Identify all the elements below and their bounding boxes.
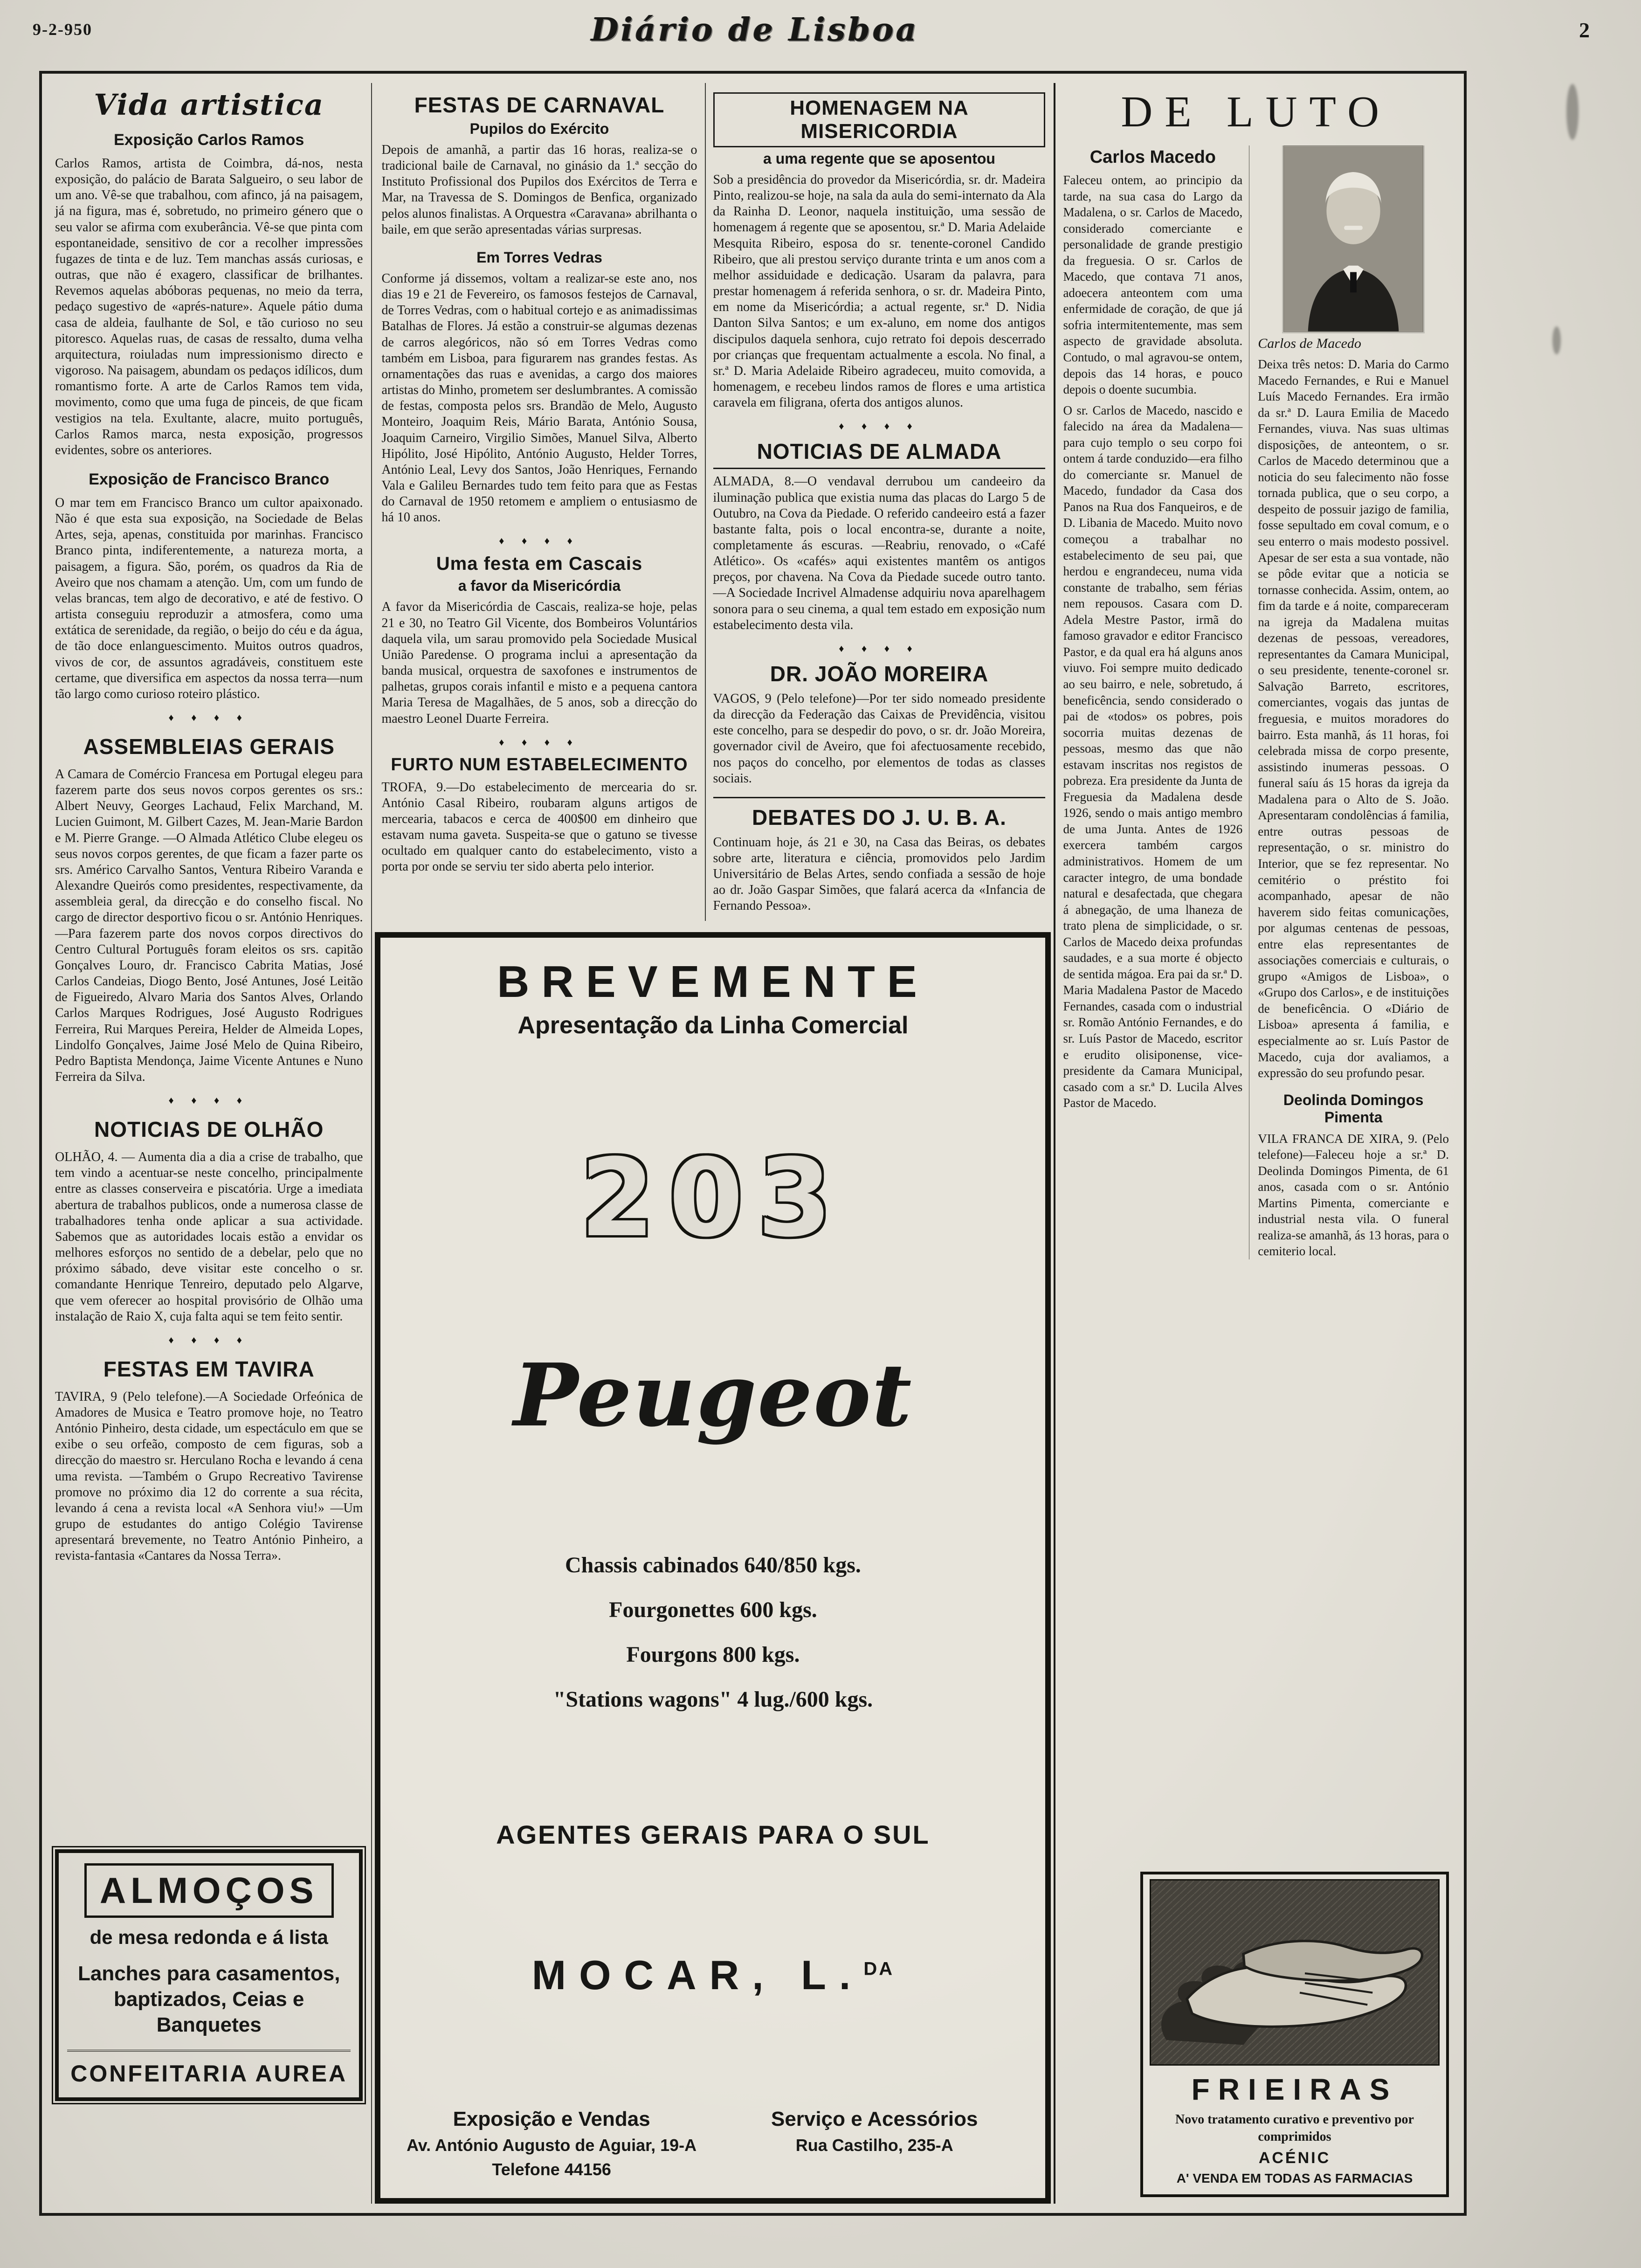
scan-artifact (1552, 326, 1561, 354)
article-heading-festas-carnaval: FESTAS DE CARNAVAL (414, 93, 665, 117)
article-subheading-torres-vedras: Em Torres Vedras (476, 249, 602, 266)
obituary-intro: Faleceu ontem, ao principio da tarde, na sua casa do Largo da Madalena, o sr. Carlos de Macedo, considerado comerciante e personalidade de grande prestigio da freguesia. O sr. Carlos de Macedo, que contava 71 anos, adoecera anteontem com uma enfermidade de coração, de que já sofria intermitentemente, mas sem aspecto de gravidade absoluta. Contudo, o mal agravou-se ontem, depois das 14 horas, e pouco depois o doente sucumbia. (1063, 173, 1243, 397)
almocos-ad-line2: Lanches para casamentos, baptizados, Ceias e Banquetes (77, 1962, 340, 2036)
issue-date: 9-2-950 (33, 20, 92, 39)
frieiras-title: FRIEIRAS (1191, 2073, 1398, 2107)
page-number: 2 (1579, 18, 1590, 42)
article-heading-noticias-olhao: NOTICIAS DE OLHÃO (94, 1117, 324, 1142)
article-body-festas-tavira: TAVIRA, 9 (Pelo telefone).—A Sociedade Orfeónica de Amadores de Musica e Teatro promove hoje, no Teatro António Pinheiro, desta cidade, um espectáculo em que se exibe o seu orfeão, composto de cem figuras, sob a direcção do maestro sr. Herculano Rocha e levando á cena uma revista. —Também o Grupo Recreativo Tavirense promove no próximo dia 12 do corrente a sua récita, levando á cena a revista local «A Senhora viu!» —Um grupo de estudantes do antigo Colégio Tavirense apresentará brevemente, no Teatro António Pinheiro, a revista-fantasia «Cantares da Nossa Terra». (55, 1389, 363, 1563)
article-body-furto: TROFA, 9.—Do estabelecimento de mercearia do sr. António Casal Ribeiro, roubaram alguns artigos de mercearia, tabacos e cerca de 400$00 em dinheiro que estavam numa gaveta. Suspeita-se que o gatuno se tivesse ocultado em qualquer canto do estabelecimento, visto a porta por onde se serviu ter sido aberta pelo interior. (381, 780, 697, 874)
peugeot-contact-service (719, 2108, 1029, 2179)
hands-illustration-graphic (1151, 1881, 1438, 2064)
frieiras-ad (1140, 1872, 1449, 2197)
peugeot-ad-agents: AGENTES GERAIS PARA O SUL (496, 1819, 930, 1849)
section-separator: ♦ ♦ ♦ ♦ (839, 420, 920, 432)
article-body-pupilos: Depois de amanhã, a partir das 16 horas, realiza-se o tradicional baile de Carnaval, no ginásio da 1.ª secção do Instituto Profissional dos Pupilos dos Exércitos de Terra e Mar, na Travessa de S. Domingos de Benfica, organizado pelos alunos finalistas. A Orquestra «Caravana» abrilhanta o baile, em que serão apresentadas várias surpresas. (381, 143, 697, 237)
article-body-homenagem: Sob a presidência do provedor da Misericórdia, sr. dr. Madeira Pinto, realizou-se hoje, na sala da aula do semi-internato da Ala da Rainha D. Leonor, naquela instituição, uma sessão de homenagem á regente que se aposentou, sr.ª D. Maria Adelaide Mesquita Ribeiro, esposa do sr. tenente-coronel Candido Ribeiro, que ali prestou serviço durante trinta e um anos com a melhor assiduidade e dedicação. Usaram da palavra, para prestar homenagem á referida senhora, o sr. dr. Madeira Pinto, em nome da Misericórdia; a actual regente, sr.ª D. Nidia Danton Silva Santos; e um ex-aluno, em nome dos antigos discipulos daquela senhora, cujo retrato foi depois descerrado por crianças que frequentam actualmente a escola. No final, a sr.ª D. Maria Adelaide Ribeiro agradeceu, muito comovida, a homenagem, e recebeu lindos ramos de flores e uma artistica caravela em filigrana, oferta dos antigos alunos. (713, 173, 1046, 410)
section-separator: ♦ ♦ ♦ ♦ (499, 535, 580, 547)
middle-columns (375, 83, 1051, 921)
horizontal-rule (713, 797, 1046, 798)
peugeot-ad-model-203: 203 (580, 1136, 846, 1261)
peugeot-spec-chassis: Chassis cabinados 640/850 kgs. (565, 1553, 861, 1578)
article-body-dr-joao-moreira: VAGOS, 9 (Pelo telefone)—Por ter sido nomeado presidente da direcção da Federação das Caixas de Previdência, visitou este concelho, para se despedir do povo, o sr. dr. João Moreira, governador civil de Aveiro, que foi afectuosamente recebido, nos paços do concelho, por elementos de todas as classes sociais. (713, 691, 1046, 786)
de-luto-heading: DE LUTO (1121, 88, 1392, 136)
article-heading-furto: FURTO NUM ESTABELECIMENTO (391, 754, 688, 774)
almocos-ad (55, 1849, 363, 2101)
almocos-ad-line1: de mesa redonda e á lista (90, 1926, 328, 1948)
content-frame (39, 71, 1467, 2216)
middle-region (372, 83, 1054, 2204)
horizontal-rule (713, 468, 1046, 469)
column-carnaval (375, 83, 705, 921)
article-body-noticias-almada: ALMADA, 8.—O vendaval derrubou um candeeiro da iluminação publica que existia numa das placas do Largo 5 de Outubro, na Cova da Piedade. O referido candeeiro está a fazer bastante falta, pois o local encontra-se, durante a noite, completamente ás escuras. —Reabriu, renovado, o «Café Atlético». Os «cafés» aqui existentes mantêm os antigos preços, por chavena. Na Cova da Piedade sucede outro tanto. —A Sociedade Incrivel Almadense adquiriu nova aparelhagem sonora para o seu cinema, a qual tem estado em exposição num estabelecimento desta vila. (713, 474, 1046, 632)
service-title: Serviço e Acessórios (771, 2108, 978, 2130)
article-subheading-pupilos: Pupilos do Exército (469, 120, 609, 137)
article-heading-homenagem: HOMENAGEM NA MISERICORDIA (713, 92, 1046, 147)
service-address: Rua Castilho, 235-A (795, 2136, 953, 2155)
portrait-photo (1283, 145, 1423, 332)
column-de-luto (1054, 83, 1455, 2204)
peugeot-spec-fourgonettes: Fourgonettes 600 kgs. (609, 1597, 817, 1623)
company-suffix: DA (863, 1959, 895, 1980)
article-body-debates-juba: Continuam hoje, ás 21 e 30, na Casa das Beiras, os debates sobre arte, literatura e ciência, promovidos pelo Jardim Universitário de Belas Artes, sendo confiada a sessão de hoje ao dr. João Gaspar Simões, que falará acerca da «Infancia de Fernando Pessoa». (713, 835, 1046, 913)
sales-address: Av. António Augusto de Aguiar, 19-A (407, 2136, 697, 2155)
article-heading-assembleias-gerais: ASSEMBLEIAS GERAIS (83, 734, 335, 759)
portrait-photo-graphic (1284, 146, 1423, 332)
section-title-vida-artistica: Vida artistica (94, 88, 324, 122)
section-separator: ♦ ♦ ♦ ♦ (499, 736, 580, 748)
obituary-body-pimenta: VILA FRANCA DE XIRA, 9. (Pelo telefone)—Faleceu hoje a sr.ª D. Deolinda Domingos Pimenta, de 61 anos, casada com o sr. António Martins Pimenta, comerciante e industrial nesta vila. O funeral realiza-se amanhã, ás 13 horas, para o cemiterio local. (1258, 1131, 1449, 1258)
article-body-expo-carlos-ramos: Carlos Ramos, artista de Coimbra, dá-nos, nesta exposição, do palácio de Barata Salgueiro, o seu labor de um ano. Vê-se que trabalhou, com afinco, já na paisagem, já na figura, mas é, sobretudo, no primeiro género que o seu valor se afirma com exuberância. Vê-se que pinta com espontaneidade, sensitivo de cor a recolher impressões fugazes de tinta e de luz. Tem manchas assás curiosas, e outras, que não é exagero, classificar de brilhantes. Revemos aquelas abóboras pequenas, no meio da terra, pedaço sugestivo de «aprés-nature». Aquele pátio duma casa de aldeia, faulhante de Sol, e tão curioso no seu pitoresco. Aquelas ruas, de casas de ressalto, duma velha arquitectura, roiuladas num impressionismo directo e vigoroso. Na paisagem, abundam os pedaços idílicos, dum romantismo forte. A arte de Carlos Ramos tem vida, movimento, como que uma fuga de pinceis, de que ficam vestigios na tela. Exultante, alacre, muito português, Carlos Ramos marca, nesta exposição, progressos evidentes, sobre os anteriores. (55, 156, 363, 457)
section-separator: ♦ ♦ ♦ ♦ (168, 1094, 249, 1106)
article-heading-festa-cascais: Uma festa em Cascais (436, 553, 643, 574)
article-heading-expo-carlos-ramos: Exposição Carlos Ramos (114, 131, 304, 149)
column-vida-artistica (50, 83, 372, 2204)
article-body-expo-francisco-branco: O mar tem em Francisco Branco um cultor apaixonado. Não é que esta sua exposição, na Sociedade de Belas Artes, seja, apenas, constituida por marinhas. Francisco Branco pinta, indiferentemente, a natureza morta, a paisagem, a figura. São, porém, os quadros da Ria de Aveiro que nos chamam a atenção. Um, com um fundo de velas brancas, tem algo de decorativo, e até de festivo. O artista conseguiu reproduzir a atmosfera, como uma extática de serenidade, da região, o beijo do céu e da água, de tão doce enlanguescimento. Muitos outros quadros, vivos de cor, de assuntos agradáveis, constituem este certame, que diversifica em aspectos da nossa terra—num tão largo como curioso roteiro plástico. (55, 495, 363, 701)
de-luto-columns (1063, 145, 1449, 1259)
article-heading-dr-joao-moreira: DR. JOÃO MOREIRA (770, 661, 989, 686)
peugeot-ad-contacts (396, 2108, 1029, 2179)
peugeot-spec-fourgons: Fourgons 800 kgs. (626, 1642, 800, 1667)
obituary-body-left: O sr. Carlos de Macedo, nascido e falecido na área da Madalena—para cujo templo o seu corpo foi ontem á tarde conduzido—era filho do comerciante sr. Manuel de Macedo, fundador da Casa dos Panos na Rua dos Fanqueiros, e de D. Libania de Macedo. Muito novo começou a trabalhar no estabelecimento de seu pai, que herdou e engrandeceu, numa vida constante de trabalho, sem férias nem repousos. Casara com D. Adela Mestre Pastor, irmã do famoso gravador e editor Francisco Pastor, e da qual era há alguns anos viuvo. Foi sempre muito dedicado ao seu bairro, e nele, sobretudo, á beneficência, sendo considerado o pai de «todos» os pobres, pois socorria muitas dezenas de pessoas, mesmo das que não estavam inscritas nos registos de pobreza. Era presidente da Junta de Freguesia da Madalena desde 1926, sendo o mais antigo membro de uma Junta. Antes de 1926 exercera também cargos administrativos. Homem de um caracter integro, de uma bondade natural e desafectada, que chegara á abnegação, de uma lhaneza de trato plena de simplicidade, o sr. Carlos de Macedo deixa profundas saudades, e a sua morte é objecto de sentida mágoa. Era pai da sr.ª D. Maria Madalena Pastor de Macedo Fernandes, casada com o industrial sr. Romão António Fernandes, e do sr. Luís Pastor de Macedo, escritor e erudito olisiponense, vice-presidente da Camara Municipal, casado com a sr.ª D. Lucila Alves Pastor de Macedo. (1063, 403, 1243, 1110)
de-luto-right-column (1258, 145, 1449, 1259)
peugeot-ad-company (396, 1951, 1029, 1999)
article-body-noticias-olhao: OLHÃO, 4. — Aumenta dia a dia a crise de trabalho, que tem vindo a acentuar-se neste concelho, principalmente entre as classes conserveira e piscatória. Urge a imediata abertura de trabalhos publicos, onde a numerosa classe de trabalhadores tenha onde aplicar a sua actividade. Sabemos que as autoridades locais estão a envidar os melhores esforços no sentido de a debelar, pelo que no próximo sábado, deve visitar este concelho o sr. comandante Henrique Tenreiro, deputado pelo Algarve, que vem oferecer ao hospital provisório de Olhão uma instalação de Raio X, cuja falta aqui se tem feito sentir. (55, 1150, 363, 1324)
peugeot-ad-brevemente: BREVEMENTE (497, 956, 929, 1007)
article-body-festa-cascais: A favor da Misericórdia de Cascais, realiza-se hoje, pelas 21 e 30, no Teatro Gil Vicente, dos Bombeiros Voluntários daquela vila, um sarau promovido pela Sociedade Musical União Paredense. O programa inclui a apresentação da banda musical, orquestra de saxofones e instrumentos de palhetas, grupos corais infantil e misto e a pequena cantora Maria Teresa de Magalhães, de 5 anos, sob a direcção do maestro Leonel Duarte Ferreira. (381, 600, 697, 726)
article-heading-debates-juba: DEBATES DO J. U. B. A. (752, 805, 1007, 830)
hands-illustration (1150, 1879, 1440, 2066)
peugeot-spec-stations-wagons: "Stations wagons" 4 lug./600 kgs. (553, 1687, 873, 1712)
scan-artifact (1566, 84, 1579, 140)
article-heading-expo-francisco-branco: Exposição de Francisco Branco (89, 470, 330, 488)
section-separator: ♦ ♦ ♦ ♦ (168, 712, 249, 723)
article-heading-festas-tavira: FESTAS EM TAVIRA (103, 1356, 315, 1381)
peugeot-ad (375, 932, 1051, 2204)
company-name: MOCAR, L. (531, 1952, 864, 1998)
obituary-heading-pimenta: Deolinda Domingos Pimenta (1283, 1091, 1424, 1126)
article-body-torres-vedras: Conforme já dissemos, voltam a realizar-se este ano, nos dias 19 e 21 de Fevereiro, os famosos festejos de Carnaval, de Torres Vedras, com o habitual cortejo e as animadissimas Batalhas de Flores. Já estão a construir-se algumas dezenas de carros alegóricos, não só em Torres Vedras como também em Lisboa, para figurarem nas grandes festas. As ornamentações das ruas e avenidas, a cargo dos maiores artistas do Minho, prometem ser deslumbrantes. A comissão de festas, composta pelos srs. Brandão de Melo, Augusto Monteiro, Joaquim Reis, Mário Barata, António Sousa, Joaquim Carneiro, Virgilio Simões, Manuel Silva, Alberto Hipólito, José Hipólito, António Augusto, Helder Torres, António Leal, Levy dos Santos, João Henriques, Fernando Vala e Galileu Bernardes tudo tem feito para que as Festas do Carnaval de 1950 retomem e ampliem o entusiasmo de há 10 anos. (381, 271, 697, 525)
column-homenagem (706, 83, 1051, 921)
obituary-name: Carlos Macedo (1089, 147, 1216, 167)
peugeot-ad-subtitle: Apresentação da Linha Comercial (517, 1011, 909, 1039)
sales-title: Exposição e Vendas (453, 2108, 650, 2130)
peugeot-ad-specs (396, 1543, 1029, 1722)
article-subheading-homenagem: a uma regente que se aposentou (763, 150, 995, 167)
article-heading-noticias-almada: NOTICIAS DE ALMADA (757, 439, 1002, 464)
section-separator: ♦ ♦ ♦ ♦ (839, 642, 920, 654)
peugeot-logo: Peugeot (513, 1344, 913, 1446)
frieiras-line2: A' VENDA EM TODAS AS FARMACIAS (1176, 2171, 1413, 2185)
photo-caption: Carlos de Macedo (1258, 336, 1361, 351)
almocos-ad-title: ALMOÇOS (84, 1863, 334, 1918)
frieiras-brand: ACÉNIC (1258, 2149, 1331, 2167)
obituary-body-right: Deixa três netos: D. Maria do Carmo Macedo Fernandes, e Rui e Manuel Luís Macedo Fernandes. Era irmão da sr.ª D. Laura Emilia de Macedo Fernandes, viuva. Nas suas ultimas disposições, de anteontem, o sr. Carlos de Macedo determinou que a noticia do seu falecimento não fosse tornada publica, que o seu corpo, a despeito de possuir jazigo de familia, fosse sepultado em coval comum, e o seu enterro o mais modesto possivel. Apesar de ser esta a sua vontade, não se pôde evitar que a noticia se tornasse conhecida. Assim, ontem, ao fim da tarde e á noite, compareceram na igreja da Madalena muitas dezenas de pessoas, vereadores, representantes da Camara Municipal, o seu presidente, tenente-coronel sr. Salvação Barreto, escritores, comerciantes, vogais das juntas de freguesia, e muitos moradores do bairro. Esta manhã, ás 11 horas, foi celebrada missa de corpo presente, assistindo inumeras pessoas. O funeral saíu ás 15 horas da igreja da Madalena para o Alto de S. João. Apresentaram condolências á familia, entre outras pessoas de representação, o sr. ministro do Interior, que se fez representar. No cemitério o préstito foi acompanhado, apesar de não haverem sido feitas comunicações, por algumas centenas de pessoas, entre elas representantes de associações comerciais e culturais, o grupo «Amigos de Lisboa», o «Grupo dos Carlos», e de instituições de beneficência. O «Diário de Lisboa» apresenta á familia, e especialmente ao sr. Luís Pastor de Macedo, cuja dor avaliamos, a expressão do seu profundo pesar. (1258, 357, 1449, 1080)
page-header (0, 0, 1641, 70)
frieiras-line1: Novo tratamento curativo e preventivo por comprimidos (1175, 2112, 1414, 2144)
peugeot-contact-sales (396, 2108, 706, 2179)
article-body-assembleias-gerais: A Camara de Comércio Francesa em Portugal elegeu para fazerem parte dos seus novos corpos gerentes os srs.: Albert Neuvy, Georges Lachaud, Felix Marchand, M. Lucien Guimont, M. Gilbert Cazes, M. Jean-Marie Bardon e M. Pierre Grange. —O Almada Atlético Clube elegeu os seus novos corpos gerentes, de que ficam a fazer parte os srs. Américo Carvalho Santos, Ventura Ribeiro Varanda e Alexandre Queirós como presidentes, respectivamente, da assembleia geral, da direcção e do conselho fiscal. No cargo de director desportivo ficou o sr. António Henriques. —Para fazerem parte dos novos corpos directivos do Centro Cultural Português foram eleitos os srs. capitão Gonçalves Louro, dr. Francisco Cabrita Matias, José Carlos Candeias, Diogo Bento, José Antunes, José Leitão de Figueiredo, Alvaro Maria dos Santos Alves, Orlando Carlos Marques Rodrigues, José Augusto Rodrigues Ferreira, Rui Marques Pereira, Helder de Almeida Lopes, Lindolfo Gonçalves, Jaime José Melo de Quina Ribeiro, Pedro Baptista Mendonça, Jaime Vicente Antunes e Nuno Ferreira da Silva. (55, 767, 363, 1084)
masthead-title: Diário de Lisboa (591, 11, 919, 48)
section-separator: ♦ ♦ ♦ ♦ (168, 1334, 249, 1346)
almocos-ad-footer: CONFEITARIA AUREA (67, 2050, 351, 2087)
article-subheading-festa-cascais: a favor da Misericórdia (458, 577, 621, 595)
sales-phone: Telefone 44156 (492, 2160, 611, 2179)
de-luto-left-column (1063, 145, 1249, 1259)
